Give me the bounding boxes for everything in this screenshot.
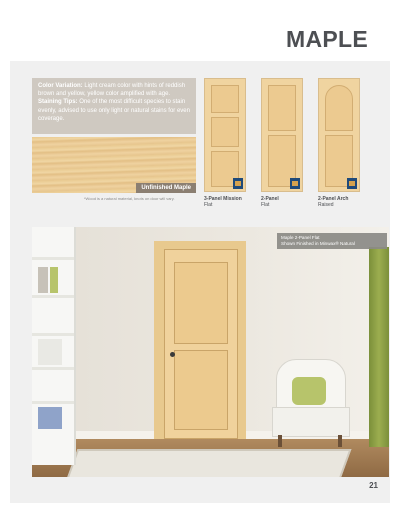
color-variation-label: Color Variation: (38, 83, 83, 89)
shelf-plank (32, 367, 74, 370)
room-photo (32, 227, 389, 477)
pillow (292, 377, 326, 405)
chair-leg (338, 435, 342, 447)
door-panel (211, 117, 239, 147)
door-panel (268, 85, 296, 131)
wood-note: *Wood is a natural material, knots on door will vary. (84, 196, 175, 201)
chair-seat (272, 407, 350, 437)
photo-caption-line2: Shown Finished in Minwax® Natural (281, 240, 355, 246)
page-title: MAPLE (286, 26, 368, 52)
page-number: 21 (369, 481, 378, 490)
shelf-plank (32, 333, 74, 336)
book (38, 267, 48, 293)
featured-door (164, 249, 238, 439)
wood-swatch-image (32, 137, 196, 193)
shelf-plank (32, 401, 74, 404)
door-name: 2-Panel Arch (318, 196, 349, 202)
door-caption-2-panel-arch (318, 196, 348, 208)
photo-caption (281, 235, 387, 247)
door-style: Raised (318, 202, 334, 208)
door-style: Flat (261, 202, 270, 208)
book (50, 267, 58, 293)
staining-tips-text: One of the most difficult species to stain evenly, advised to use only light or natural stains for even coverage. (38, 99, 190, 122)
door-name: 2-Panel (261, 196, 279, 202)
door-name: 3-Panel Mission (204, 196, 242, 202)
door-knob (170, 352, 175, 357)
door-panel (174, 350, 228, 430)
door-style: Flat (204, 202, 213, 208)
door-panel (174, 262, 228, 344)
storage-box (38, 339, 62, 365)
door-caption-2-panel (261, 196, 279, 208)
info-text (38, 82, 194, 123)
curtain (369, 247, 389, 447)
door-panel (211, 85, 239, 113)
door-thumb-3-panel-mission[interactable] (204, 78, 246, 192)
bookshelf (32, 227, 76, 465)
door-thumb-2-panel-arch[interactable] (318, 78, 360, 192)
armchair (268, 359, 352, 449)
chair-leg (278, 435, 282, 447)
shelf-plank (32, 257, 74, 260)
photo-caption-line1: Maple 2-Panel Flat (281, 235, 320, 240)
color-variation-text: Light cream color with hints of reddish brown and yellow, yellow color amplified with age. (38, 83, 186, 98)
door-caption-3-panel-mission (204, 196, 242, 208)
product-badge-icon (290, 178, 300, 189)
product-badge-icon (233, 178, 243, 189)
door-panel-arch (325, 85, 353, 131)
door-thumb-2-panel[interactable] (261, 78, 303, 192)
product-badge-icon (347, 178, 357, 189)
storage-box (38, 407, 62, 429)
rug (67, 449, 352, 477)
swatch-label: Unfinished Maple (136, 183, 196, 193)
shelf-plank (32, 295, 74, 298)
staining-tips-label: Staining Tips: (38, 99, 78, 106)
